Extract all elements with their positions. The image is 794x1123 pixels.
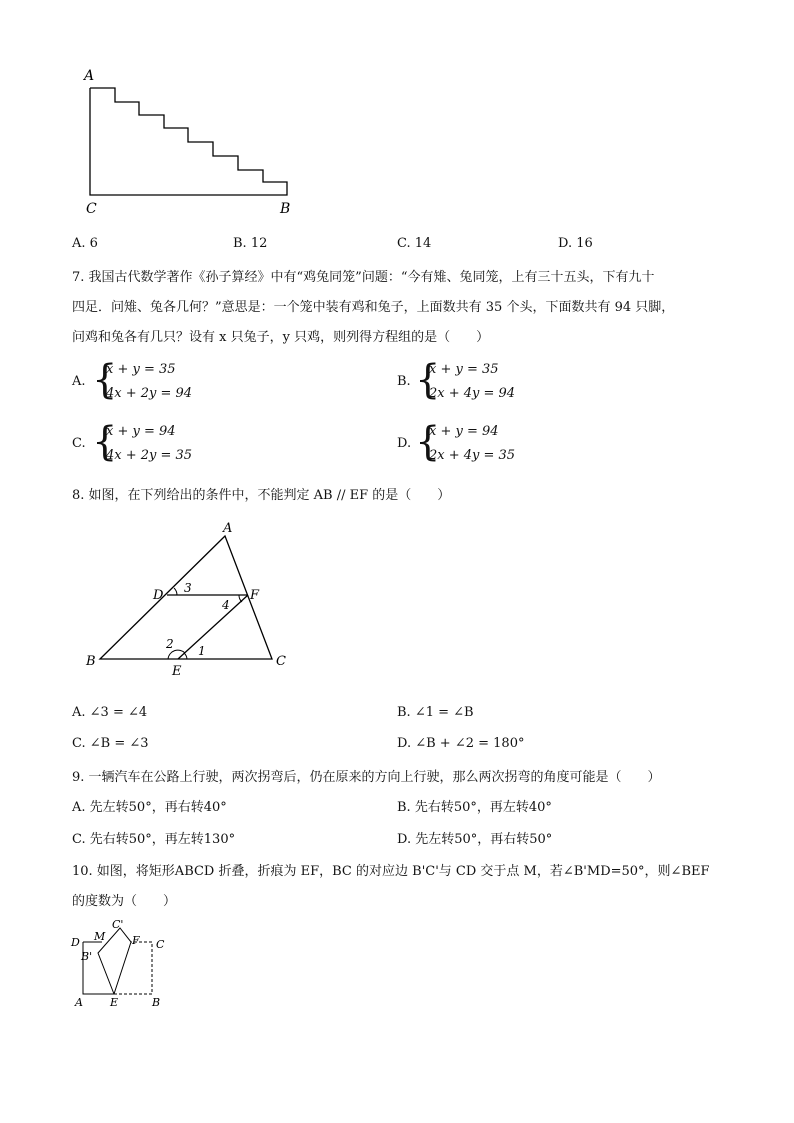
- label-d: D: [71, 936, 80, 949]
- q7-option-d-system[interactable]: [415, 419, 535, 466]
- q7-c-eq2: 4x + 2y = 35: [106, 448, 193, 463]
- label-angle-4: 4: [222, 598, 230, 612]
- label-c: C: [276, 654, 286, 669]
- q7-b-eq1: x + y = 35: [429, 362, 499, 377]
- q7-option-d-label[interactable]: D.: [397, 436, 412, 451]
- label-m: M: [94, 930, 106, 943]
- q7-c-eq1: x + y = 94: [106, 424, 176, 439]
- triangle-figure: [82, 522, 302, 682]
- q8-option-b[interactable]: B. ∠1 = ∠B: [397, 705, 474, 720]
- q10-stem-line2: 的度数为（ ）: [72, 894, 177, 909]
- angle-4-arc: [239, 595, 242, 602]
- label-b: B: [152, 996, 161, 1009]
- label-e: E: [172, 664, 182, 679]
- q6-option-d[interactable]: D. 16: [558, 236, 593, 251]
- segment-ef: [178, 595, 248, 659]
- label-f: F: [250, 588, 260, 603]
- q6-option-c[interactable]: C. 14: [397, 236, 432, 251]
- q8-option-c[interactable]: C. ∠B = ∠3: [72, 736, 149, 751]
- label-b: B: [280, 201, 291, 217]
- q7-option-b-label[interactable]: B.: [397, 374, 411, 389]
- label-d: D: [153, 588, 164, 603]
- label-f: F: [132, 934, 140, 947]
- q7-b-eq2: 2x + 4y = 94: [429, 386, 516, 401]
- q7-option-b-system[interactable]: [415, 357, 535, 404]
- q9-option-b[interactable]: B. 先右转50°，再左转40°: [397, 800, 552, 815]
- q9-option-c[interactable]: C. 先右转50°，再左转130°: [72, 832, 236, 847]
- label-a: A: [223, 522, 233, 536]
- angle-3-arc: [174, 588, 177, 595]
- label-c: C: [156, 938, 165, 951]
- brace-icon: {: [92, 419, 118, 465]
- folded-rectangle-figure: [68, 916, 178, 1012]
- q7-d-eq1: x + y = 94: [429, 424, 499, 439]
- staircase-figure: [80, 66, 300, 218]
- label-a: A: [75, 996, 83, 1009]
- label-angle-2: 2: [166, 637, 174, 651]
- label-b-prime: B': [81, 950, 93, 963]
- brace-icon: {: [415, 357, 441, 403]
- q9-option-a[interactable]: A. 先左转50°，再右转40°: [72, 800, 227, 815]
- label-c-prime: C': [112, 918, 124, 931]
- label-b: B: [86, 654, 96, 669]
- q7-a-eq1: x + y = 35: [106, 362, 176, 377]
- q7-d-eq2: 2x + 4y = 35: [429, 448, 516, 463]
- q7-stem-line3: 问鸡和兔各有几只？设有 x 只兔子，y 只鸡，则列得方程组的是（ ）: [72, 330, 490, 345]
- q6-option-b[interactable]: B. 12: [233, 236, 268, 251]
- angle-1-arc: [184, 653, 187, 659]
- label-angle-3: 3: [184, 581, 192, 595]
- staircase-outline: [90, 88, 287, 195]
- q8-stem: 8. 如图，在下列给出的条件中，不能判定 AB // EF 的是（ ）: [72, 488, 451, 503]
- q7-option-c-system[interactable]: [92, 419, 212, 466]
- q7-option-c-label[interactable]: C.: [72, 436, 86, 451]
- original-position-dashed: [114, 942, 152, 994]
- q8-option-a[interactable]: A. ∠3 = ∠4: [72, 705, 148, 720]
- brace-icon: {: [415, 419, 441, 465]
- q9-option-d[interactable]: D. 先左转50°，再右转50°: [397, 832, 553, 847]
- q9-stem: 9. 一辆汽车在公路上行驶，两次拐弯后，仍在原来的方向上行驶，那么两次拐弯的角度可能是（ ）: [72, 770, 661, 785]
- q7-stem-line1: 7. 我国古代数学著作《孙子算经》中有“鸡兔同笼”问题：“今有雉、兔同笼，上有三十五头，下有九十: [72, 270, 655, 285]
- q7-stem-line2: 四足．问雉、兔各几何？”意思是：一个笼中装有鸡和兔子，上面数共有 35 个头，下面数共有 94 只脚，: [72, 300, 675, 315]
- label-a: A: [84, 68, 95, 84]
- q7-option-a-label[interactable]: A.: [72, 374, 86, 389]
- label-angle-1: 1: [198, 644, 206, 658]
- brace-icon: {: [92, 357, 118, 403]
- q7-a-eq2: 4x + 2y = 94: [106, 386, 193, 401]
- q10-stem-line1: 10. 如图，将矩形ABCD 折叠，折痕为 EF，BC 的对应边 B'C'与 CD 交于点 M，若∠B'MD=50°，则∠BEF: [72, 864, 710, 879]
- label-c: C: [86, 201, 97, 217]
- q8-option-d[interactable]: D. ∠B + ∠2 = 180°: [397, 736, 525, 751]
- q7-option-a-system[interactable]: [92, 357, 212, 404]
- label-e: E: [110, 996, 119, 1009]
- q6-option-a[interactable]: A. 6: [72, 236, 98, 251]
